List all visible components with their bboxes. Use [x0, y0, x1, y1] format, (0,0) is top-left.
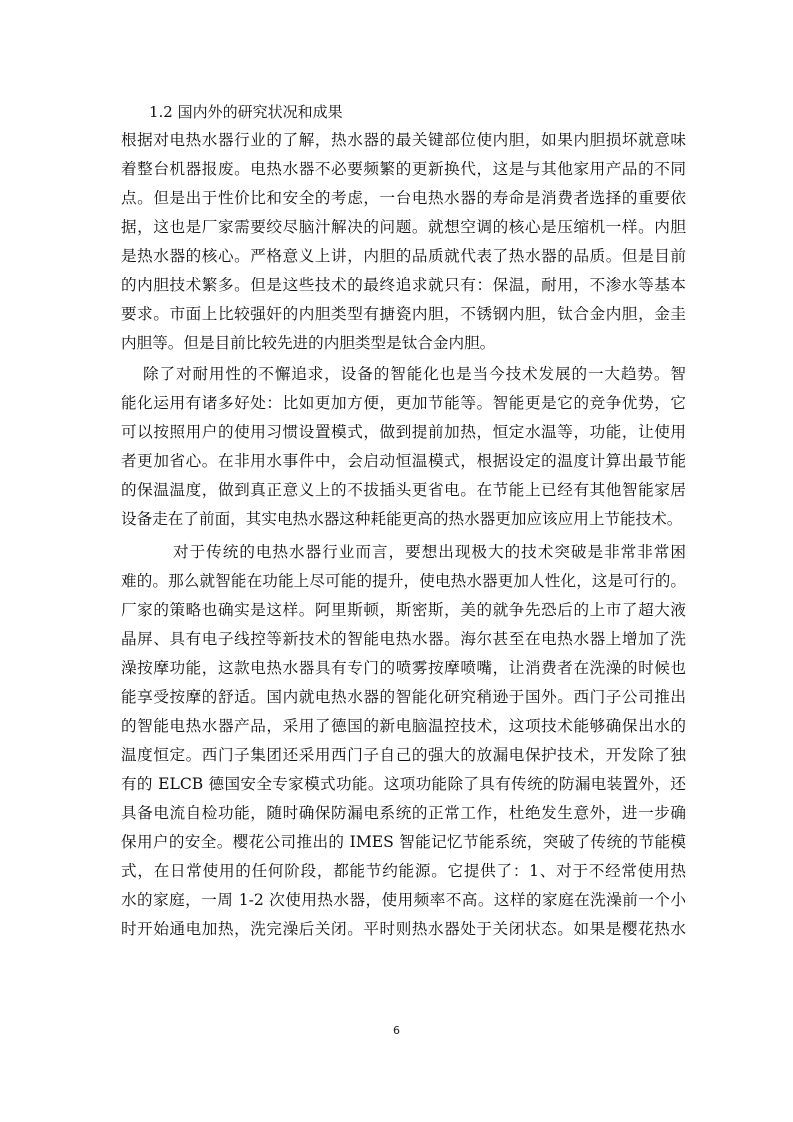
text-line: 据，这也是厂家需要绞尽脑汁解决的问题。就想空调的核心是压缩机一样。内胆	[121, 218, 686, 236]
text-line: 可以按照用户的使用习惯设置模式，做到提前加热，恒定水温等，功能，让使用	[121, 423, 686, 441]
text-line: 难的。那么就智能在功能上尽可能的提升，使电热水器更加人性化，这是可行的。	[121, 572, 686, 590]
text-line: 澡按摩功能，这款电热水器具有专门的喷雾按摩喷嘴，让消费者在洗澡的时候也	[121, 659, 686, 677]
text-line: 具备电流自检功能，随时确保防漏电系统的正常工作，杜绝发生意外，进一步确	[121, 804, 686, 822]
text-line: 着整台机器报废。电热水器不必要频繁的更新换代，这是与其他家用产品的不同	[121, 160, 686, 178]
section-heading: 1.2 国内外的研究状况和成果	[149, 103, 343, 121]
text-line: 晶屏、具有电子线控等新技术的智能电热水器。海尔甚至在电热水器上增加了洗	[121, 630, 686, 648]
page-number: 6	[393, 1024, 400, 1037]
paragraph-1	[121, 126, 686, 358]
text-line: 式，在日常使用的任何阶段，都能节约能源。它提供了：1、对于不经常使用热	[121, 862, 686, 880]
text-line: 能享受按摩的舒适。国内就电热水器的智能化研究稍逊于国外。西门子公司推出	[121, 688, 686, 706]
text-line: 点。但是出于性价比和安全的考虑，一台电热水器的寿命是消费者选择的重要依	[121, 189, 686, 207]
page-content	[121, 98, 686, 944]
text-line: 保用户的安全。樱花公司推出的 IMES 智能记忆节能系统，突破了传统的节能模	[121, 833, 686, 851]
paragraph-3	[121, 538, 686, 944]
text-line: 内胆等。但是目前比较先进的内胆类型是钛合金内胆。	[121, 334, 496, 352]
text-line: 能化运用有诸多好处：比如更加方便，更加节能等。智能更是它的竞争优势，它	[121, 394, 686, 412]
text-line: 的内胆技术繁多。但是这些技术的最终追求就只有：保温，耐用，不渗水等基本	[121, 276, 686, 294]
text-line: 是热水器的核心。严格意义上讲，内胆的品质就代表了热水器的品质。但是目前	[121, 247, 686, 265]
text-line: 时开始通电加热，洗完澡后关闭。平时则热水器处于关闭状态。如果是樱花热水	[121, 920, 686, 938]
text-line: 有的 ELCB 德国安全专家模式功能。这项功能除了具有传统的防漏电装置外，还	[121, 775, 686, 793]
text-line: 对于传统的电热水器行业而言，要想出现极大的技术突破是非常非常困	[173, 543, 686, 561]
text-line: 除了对耐用性的不懈追求，设备的智能化也是当今技术发展的一大趋势。智	[143, 365, 686, 383]
text-line: 者更加省心。在非用水事件中，会启动恒温模式，根据设定的温度计算出最节能	[121, 452, 686, 470]
text-line: 的保温温度，做到真正意义上的不拔插头更省电。在节能上已经有其他智能家居	[121, 481, 686, 499]
text-line: 设备走在了前面，其实电热水器这种耗能更高的热水器更加应该应用上节能技术。	[121, 510, 683, 528]
text-line: 根据对电热水器行业的了解，热水器的最关键部位使内胆，如果内胆损坏就意味	[121, 131, 686, 149]
text-line: 要求。市面上比较强奸的内胆类型有搪瓷内胆，不锈钢内胆，钛合金内胆，金圭	[121, 305, 686, 323]
text-line: 温度恒定。西门子集团还采用西门子自己的强大的放漏电保护技术，开发除了独	[121, 746, 686, 764]
text-line: 厂家的策略也确实是这样。阿里斯顿，斯密斯，美的就争先恐后的上市了超大液	[121, 601, 686, 619]
text-line: 的智能电热水器产品，采用了德国的新电脑温控技术，这项技术能够确保出水的	[121, 717, 686, 735]
paragraph-2	[121, 360, 686, 534]
text-line: 水的家庭，一周 1-2 次使用热水器，使用频率不高。这样的家庭在洗澡前一个小	[121, 891, 686, 909]
